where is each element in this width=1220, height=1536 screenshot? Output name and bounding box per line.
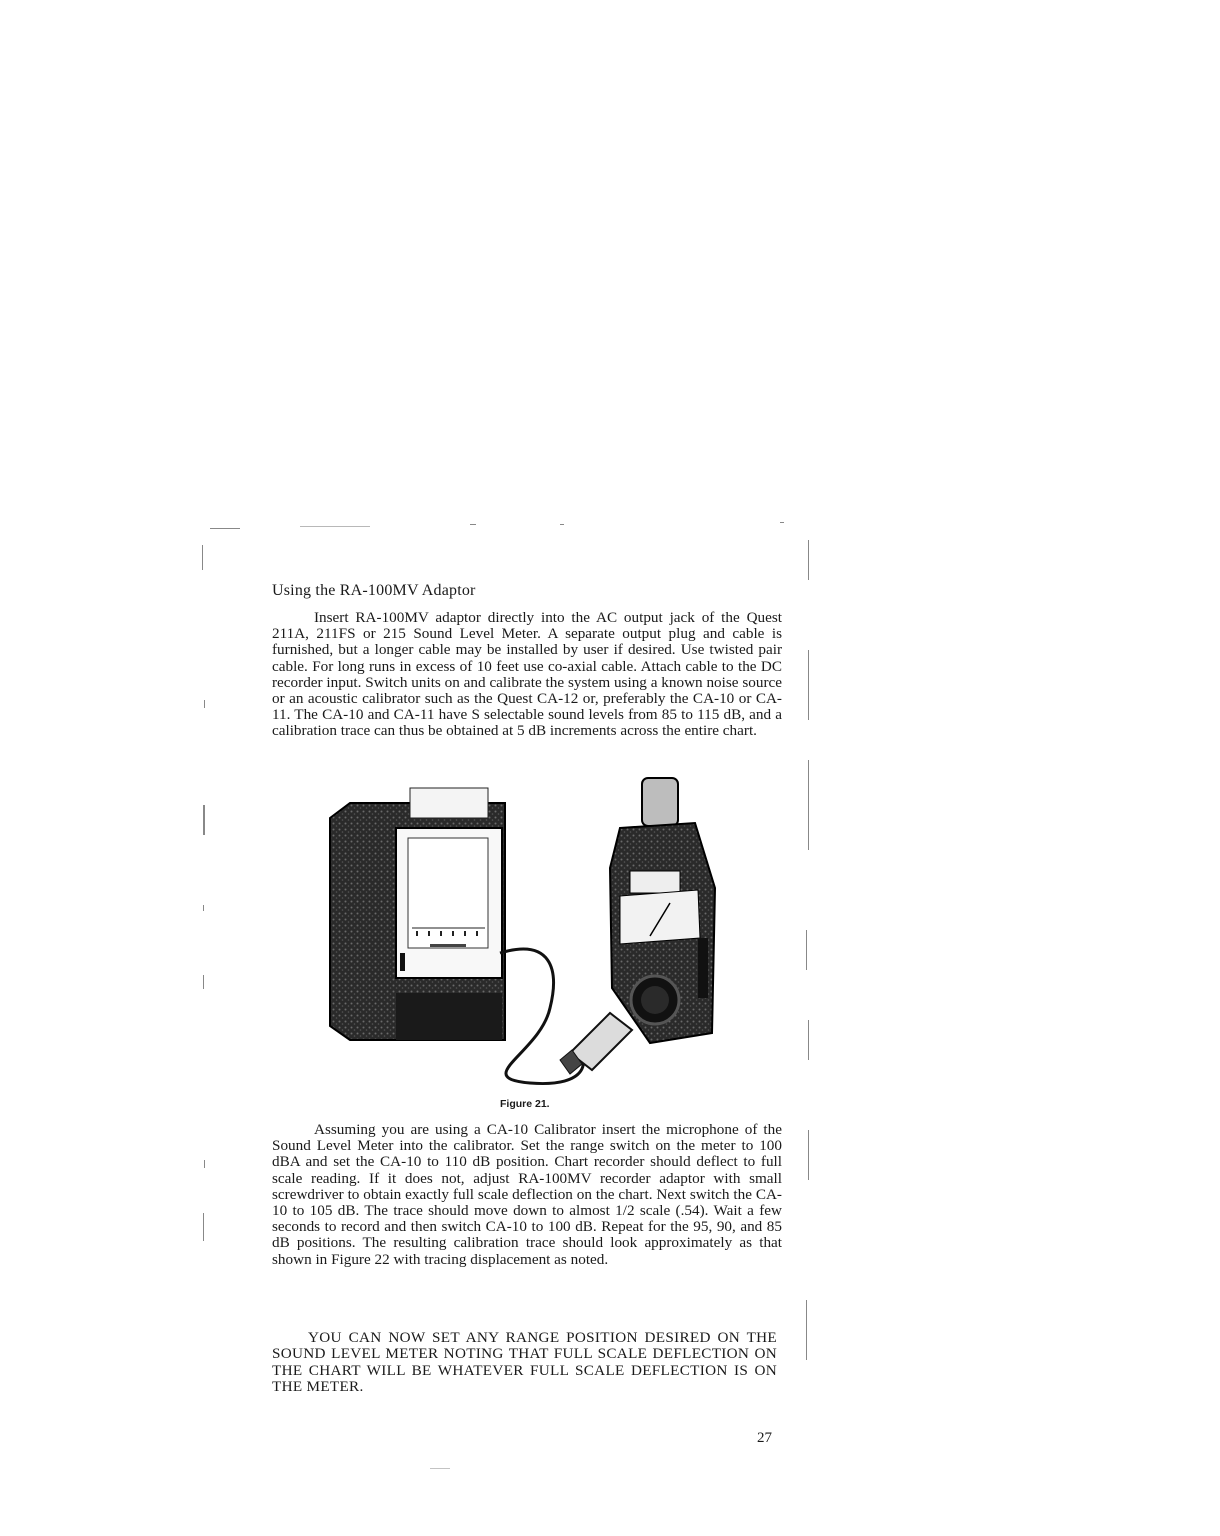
adaptor-plug bbox=[560, 1013, 632, 1074]
note-uppercase: YOU CAN NOW SET ANY RANGE POSITION DESIRED ON THE SOUND LEVEL METER NOTING THAT FULL SCALE DEFLECTION ON THE CHART WILL BE WHATEVER FULL SCALE DEFLECTION IS ON THE METER. bbox=[272, 1329, 777, 1396]
paragraph-intro: Insert RA-100MV adaptor directly into the AC output jack of the Quest 211A, 211FS or 215 Sound Level Meter. A separate output plug and cable is furnished, but a longer cable may be installed by user if desired. Use twisted pair cable. For long runs in excess of 10 feet use co-axial cable. Attach cable to the DC recorder input. Switch units on and calibrate the system using a known noise source or an acoustic calibrator such as the Quest CA-12 or, preferably the CA-10 or CA-11. The CA-10 and CA-11 have S selectable sound levels from 85 to 115 dB, and a calibration trace can thus be obtained at 5 dB increments across the entire chart. bbox=[272, 609, 782, 740]
section-heading: Using the RA-100MV Adaptor bbox=[272, 582, 476, 599]
figure-caption: Figure 21. bbox=[500, 1098, 550, 1110]
chart-recorder bbox=[330, 788, 505, 1040]
figure-21-photo bbox=[320, 768, 720, 1090]
paragraph-calibration: Assuming you are using a CA-10 Calibrator insert the microphone of the Sound Level Meter into the calibrator. Set the range switch on the meter to 100 dBA and set the CA-10 to 110 dB position. Chart recorder should deflect to full scale reading. If it does not, adjust RA-100MV recorder adaptor with small screwdriver to obtain exactly full scale deflection on the chart. Next switch the CA-10 to 105 dB. The trace should move down to almost 1/2 scale (.54). Wait a few seconds to record and then switch CA-10 to 100 dB. Repeat for the 95, 90, and 85 dB positions. The resulting calibration trace should look approximately as that shown in Figure 22 with tracing displacement as noted. bbox=[272, 1121, 782, 1268]
page-number: 27 bbox=[757, 1430, 772, 1446]
sound-level-meter bbox=[610, 778, 715, 1043]
